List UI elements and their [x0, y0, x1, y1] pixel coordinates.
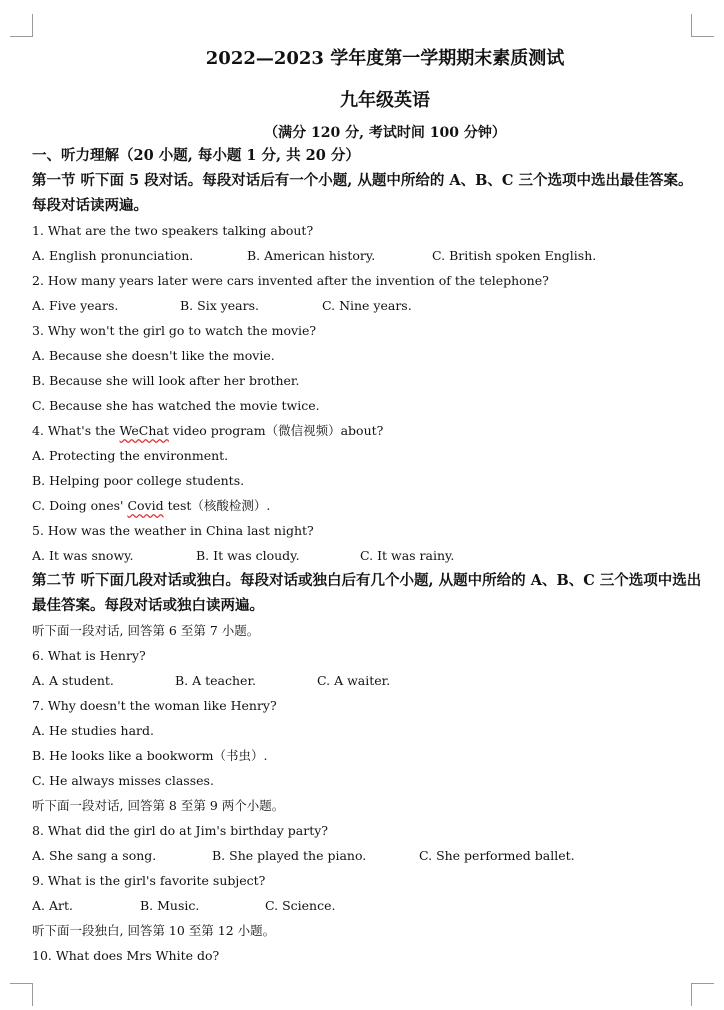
corner-mark-bottom-left	[10, 983, 33, 1006]
question-8-options	[32, 843, 702, 868]
option-a: A. A student.	[32, 673, 114, 688]
option-a: A. Art.	[32, 898, 73, 913]
option-c: C. A waiter.	[317, 673, 391, 688]
listening-instruction: 听下面一段独白, 回答第 10 至第 12 小题。	[32, 923, 276, 938]
stem-text: video program（微信视频）about?	[168, 423, 384, 438]
question-6-stem: 6. What is Henry?	[32, 648, 146, 663]
option-b: B. A teacher.	[175, 673, 257, 688]
option-b: B. Helping poor college students.	[32, 473, 245, 488]
option-b: B. Because she will look after her brother.	[32, 373, 300, 388]
option-c: C. It was rainy.	[360, 548, 455, 563]
option-b: B. It was cloudy.	[196, 548, 300, 563]
option-c: C. Nine years.	[322, 298, 412, 313]
corner-mark-top-right	[691, 14, 714, 37]
option-a: A. Protecting the environment.	[32, 448, 229, 463]
question-10-stem: 10. What does Mrs White do?	[32, 948, 220, 963]
option-a: A. English pronunciation.	[32, 248, 194, 263]
option-b: B. Music.	[140, 898, 200, 913]
option-a: A. Because she doesn't like the movie.	[32, 348, 275, 363]
option-b: B. He looks like a bookworm（书虫）.	[32, 748, 268, 763]
question-1-stem: 1. What are the two speakers talking about?	[32, 223, 314, 238]
question-6-options	[32, 668, 702, 693]
part1-heading: 一、听力理解（20 小题, 每小题 1 分, 共 20 分）	[32, 147, 360, 164]
option-c: C. She performed ballet.	[419, 848, 575, 863]
option-text: C. Doing ones'	[32, 498, 128, 513]
stem-text: 4. What's the	[32, 423, 120, 438]
option-c: C. Science.	[265, 898, 336, 913]
question-1-options	[32, 243, 702, 268]
question-5-stem: 5. How was the weather in China last night?	[32, 523, 314, 538]
section2-instructions: 第二节 听下面几段对话或独白。每段对话或独白后有几个小题, 从题中所给的 A、B、C 三个选项中选出最佳答案。每段对话或独白读两遍。	[32, 572, 702, 614]
spellcheck-word: WeChat	[119, 423, 169, 438]
corner-mark-top-left	[10, 14, 33, 37]
option-c: C. British spoken English.	[432, 248, 597, 263]
question-9-options	[32, 893, 702, 918]
question-8-stem: 8. What did the girl do at Jim's birthday party?	[32, 823, 329, 838]
option-a: A. Five years.	[32, 298, 119, 313]
option-c: C. He always misses classes.	[32, 773, 214, 788]
option-c: C. Because she has watched the movie twice.	[32, 398, 320, 413]
question-3-stem: 3. Why won't the girl go to watch the movie?	[32, 323, 317, 338]
option-text: test（核酸检测）.	[163, 498, 271, 513]
exam-title: 2022—2023 学年度第一学期期末素质测试	[205, 48, 565, 69]
option-b: B. She played the piano.	[212, 848, 367, 863]
spellcheck-word: Covid	[127, 498, 164, 513]
option-a: A. He studies hard.	[32, 723, 154, 738]
question-2-options	[32, 293, 702, 318]
question-7-stem: 7. Why doesn't the woman like Henry?	[32, 698, 277, 713]
exam-score-note: （满分 120 分, 考试时间 100 分钟）	[264, 125, 506, 141]
listening-instruction: 听下面一段对话, 回答第 6 至第 7 小题。	[32, 623, 260, 638]
exam-subject: 九年级英语	[340, 90, 430, 111]
question-2-stem: 2. How many years later were cars invented after the invention of the telephone?	[32, 273, 549, 288]
option-a: A. It was snowy.	[32, 548, 134, 563]
option-c	[32, 493, 702, 518]
corner-mark-bottom-right	[691, 983, 714, 1006]
section1-instructions: 第一节 听下面 5 段对话。每段对话后有一个小题, 从题中所给的 A、B、C 三个选项中选出最佳答案。每段对话读两遍。	[32, 172, 693, 214]
question-9-stem: 9. What is the girl's favorite subject?	[32, 873, 266, 888]
option-b: B. American history.	[247, 248, 376, 263]
option-b: B. Six years.	[180, 298, 259, 313]
exam-page	[32, 44, 702, 968]
question-5-options	[32, 543, 702, 568]
option-a: A. She sang a song.	[32, 848, 157, 863]
listening-instruction: 听下面一段对话, 回答第 8 至第 9 两个小题。	[32, 798, 285, 813]
question-4-stem	[32, 418, 702, 443]
